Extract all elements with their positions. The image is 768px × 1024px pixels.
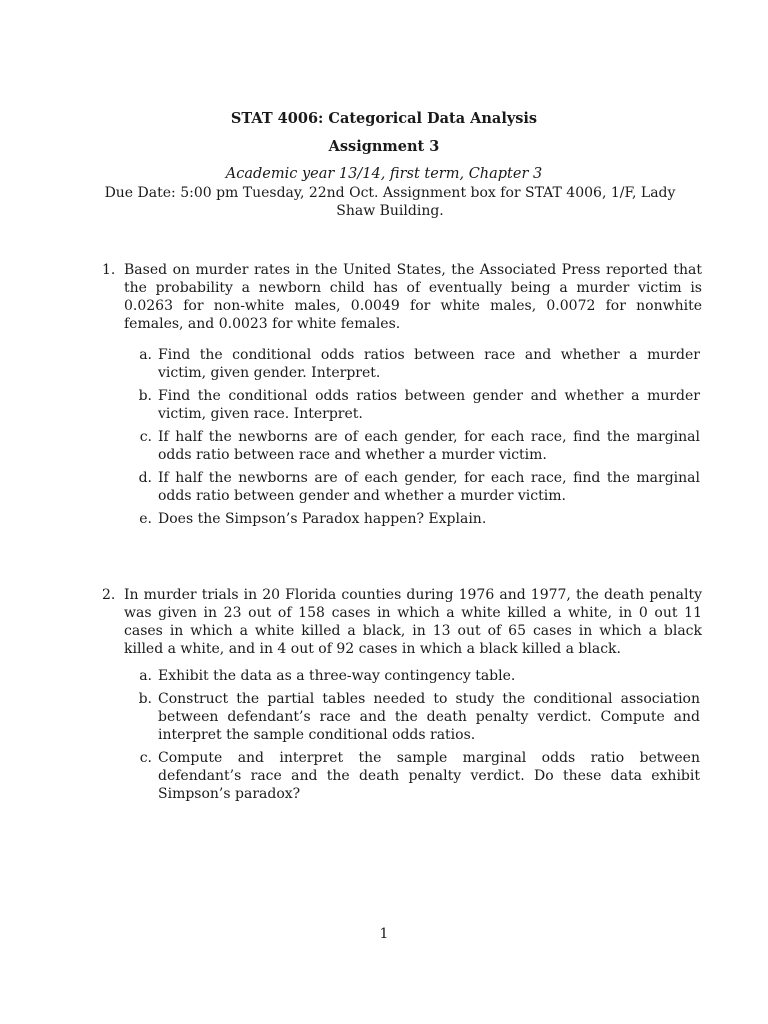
part-text: If half the newborns are of each gender, for each race, find the marginal odds ratio between race and whether a murder victim. [158, 429, 700, 463]
question-number: 1. [102, 262, 116, 278]
question-part [134, 428, 700, 464]
part-letter: a. [139, 668, 152, 684]
question-text: In murder trials in 20 Florida counties during 1976 and 1977, the death penalty was given in 23 out of 158 cases in which a white killed a white, in 0 out 11 cases in which a white killed a black, in 13 out of 65 cases in which a black killed a white, and in 4 out of 92 cases in which a black killed a black. [124, 587, 702, 657]
part-letter: b. [138, 691, 152, 707]
part-text: Construct the partial tables needed to study the conditional association between defendant’s race and the death penalty verdict. Compute and interpret the sample conditional odds ratios. [158, 691, 700, 743]
question-text: Based on murder rates in the United States, the Associated Press reported that the probability a newborn child has of eventually being a murder victim is 0.0263 for non-white males, 0.0049 for white males, 0.0072 for nonwhite females, and 0.0023 for white females. [124, 262, 702, 332]
question-part [134, 510, 700, 528]
question-number: 2. [102, 587, 116, 603]
page-number: 1 [379, 926, 389, 942]
question-part [134, 667, 700, 685]
part-letter: c. [139, 750, 152, 766]
part-letter: a. [139, 347, 152, 363]
part-text: Compute and interpret the sample marginal odds ratio between defendant’s race and the death penalty verdict. Do these data exhibit Simpson’s paradox? [158, 750, 700, 802]
question-part [134, 749, 700, 803]
part-letter: d. [138, 470, 152, 486]
part-letter: b. [138, 388, 152, 404]
question-2 [102, 586, 702, 658]
part-text: Find the conditional odds ratios between gender and whether a murder victim, given race. Interpret. [158, 388, 700, 422]
part-text: Find the conditional odds ratios between race and whether a murder victim, given gender. Interpret. [158, 347, 700, 381]
question-part [134, 690, 700, 744]
academic-year-line: Academic year 13/14, first term, Chapter 3 [225, 166, 543, 182]
part-text: Exhibit the data as a three-way contingency table. [158, 668, 516, 684]
part-letter: c. [139, 429, 152, 445]
part-text: If half the newborns are of each gender, for each race, find the marginal odds ratio between gender and whether a murder victim. [158, 470, 700, 504]
question-1 [102, 261, 702, 333]
assignment-title: Assignment 3 [328, 138, 440, 155]
question-part [134, 346, 700, 382]
course-title: STAT 4006: Categorical Data Analysis [230, 110, 538, 127]
due-date-line: Due Date: 5:00 pm Tuesday, 22nd Oct. Assignment box for STAT 4006, 1/F, Lady Shaw Building. [104, 185, 676, 219]
question-part [134, 469, 700, 505]
question-part [134, 387, 700, 423]
part-text: Does the Simpson’s Paradox happen? Explain. [158, 511, 487, 527]
question-1-parts [134, 346, 700, 533]
part-letter: e. [139, 511, 152, 527]
question-2-parts [134, 667, 700, 808]
